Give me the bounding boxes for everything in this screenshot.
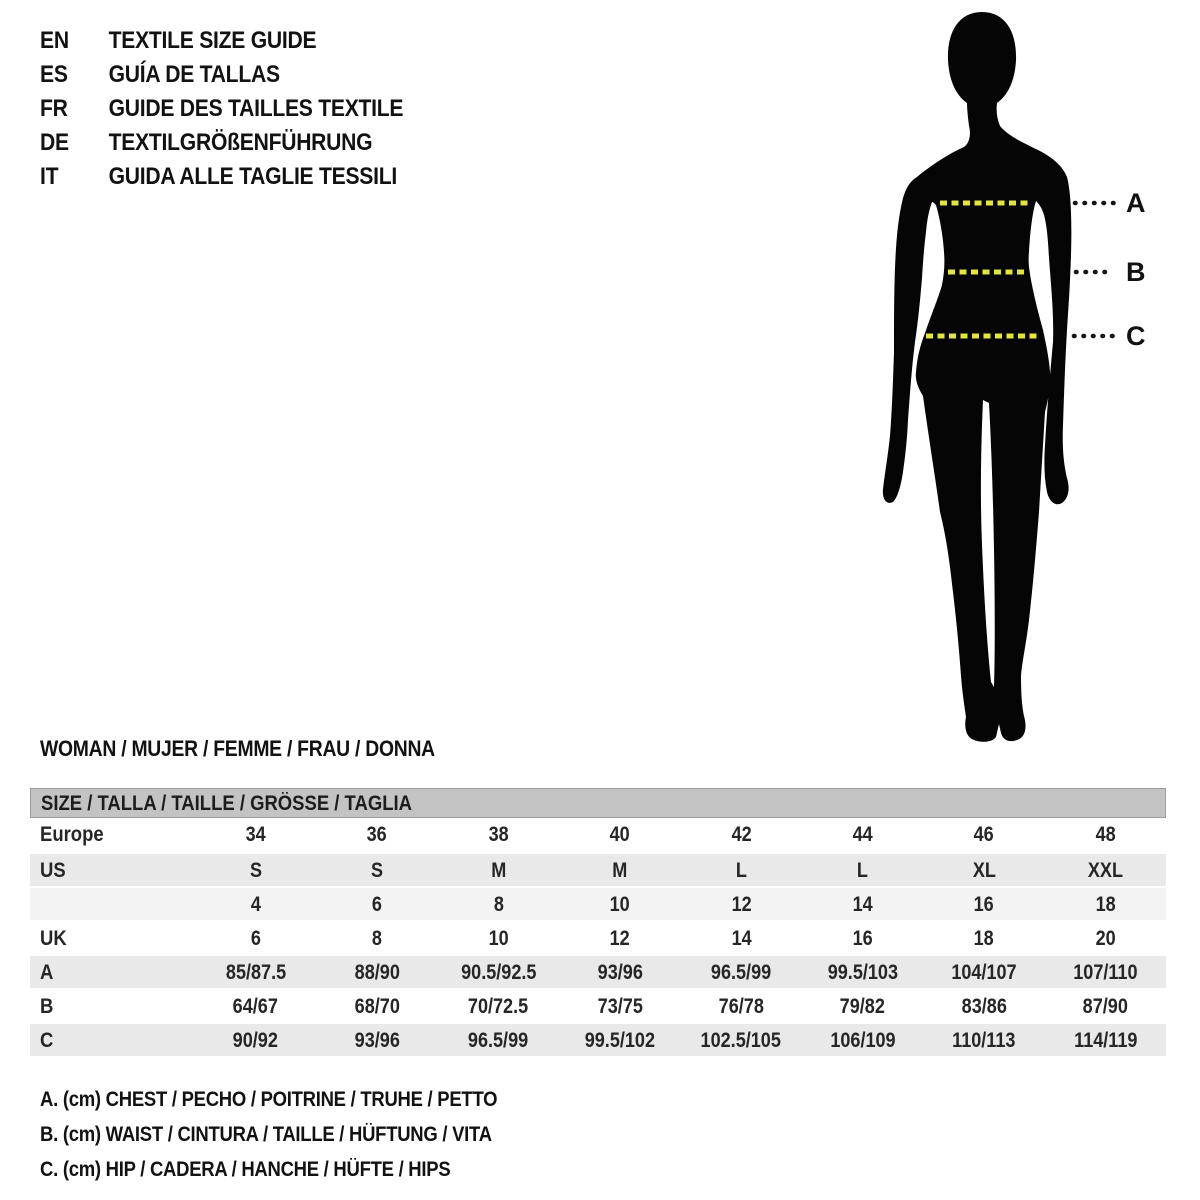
row-label: A [40,961,54,984]
size-table-header: SIZE / TALLA / TAILLE / GRÖSSE / TAGLIA [30,788,1166,818]
language-label: TEXTILGRÖßENFÜHRUNG [108,129,373,156]
size-cell: 46 [973,823,994,846]
table-row-waist [30,988,1166,1022]
legend-line-hip: C. (cm) HIP / CADERA / HANCHE / HÜFTE / HIPS [40,1158,451,1181]
size-cell: 44 [852,823,873,846]
size-cell: 79/82 [839,995,886,1018]
marker-label-c: C [1126,321,1146,351]
language-code: EN [40,27,69,54]
size-cell: 83/86 [961,995,1007,1018]
language-row [40,58,453,92]
size-cell: 12 [609,927,630,950]
size-cell: 93/96 [597,961,643,984]
language-code: ES [40,61,68,88]
measurement-figure [860,0,1200,770]
size-cell: 34 [245,823,266,846]
size-cell: 36 [367,823,388,846]
size-table [30,788,1166,1056]
size-cell: 14 [852,893,873,916]
row-label [30,888,195,920]
size-cell: 6 [250,927,261,950]
size-cell: 12 [731,893,752,916]
size-cell: 8 [372,927,383,950]
size-cell: 102.5/105 [701,1029,782,1052]
size-cell: 87/90 [1082,995,1128,1018]
size-cell: 18 [973,927,994,950]
size-cell: 90/92 [233,1029,279,1052]
size-cell: 6 [372,893,383,916]
language-label: GUIDE DES TAILLES TEXTILE [108,95,404,122]
size-cell: 73/75 [597,995,643,1018]
language-code: FR [40,95,68,122]
table-row-chest [30,954,1166,988]
size-cell: 40 [609,823,630,846]
table-row-us [30,852,1166,886]
size-cell: 64/67 [233,995,279,1018]
language-code: DE [40,129,69,156]
size-cell: 76/78 [718,995,764,1018]
marker-label-b: B [1126,257,1146,287]
size-cell: 16 [973,893,994,916]
row-label: B [40,995,54,1018]
size-cell: 110/113 [952,1029,1016,1052]
size-cell: 107/110 [1073,961,1138,984]
language-row [40,126,453,160]
language-row [40,92,453,126]
table-row-hip [30,1022,1166,1056]
size-cell: XL [972,859,996,882]
size-cell: 38 [488,823,509,846]
language-label: GUÍA DE TALLAS [108,61,280,88]
size-cell: 70/72.5 [468,995,529,1018]
size-cell: 20 [1095,927,1116,950]
row-label: C [40,1029,54,1052]
size-cell: 93/96 [354,1029,400,1052]
language-row [40,160,453,194]
size-cell: 106/109 [829,1029,896,1052]
size-cell: 96.5/99 [468,1029,529,1052]
size-cell: 18 [1095,893,1116,916]
size-cell: M [612,859,628,882]
size-cell: 4 [250,893,261,916]
size-cell: 68/70 [354,995,400,1018]
size-cell: 16 [852,927,873,950]
size-cell: 10 [488,927,509,950]
measurement-legend [40,1082,560,1187]
size-cell: 90.5/92.5 [460,961,537,984]
language-list [40,24,453,194]
language-row [40,24,453,58]
legend-line-waist: B. (cm) WAIST / CINTURA / TAILLE / HÜFTUNG / VITA [40,1123,492,1146]
size-cell: 48 [1095,823,1116,846]
size-cell: M [490,859,506,882]
size-cell: S [249,859,262,882]
size-cell: L [735,859,747,882]
table-row-uk [30,920,1166,954]
marker-label-a: A [1126,188,1146,218]
section-title: WOMAN / MUJER / FEMME / FRAU / DONNA [40,736,435,761]
size-cell: 88/90 [354,961,400,984]
size-cell: 114/119 [1073,1029,1137,1052]
table-row-europe [30,818,1166,852]
table-row-us-numeric [30,886,1166,920]
size-cell: 85/87.5 [225,961,286,984]
row-label: Europe [40,823,104,846]
size-cell: XXL [1087,859,1123,882]
woman-silhouette-figure [860,0,1200,770]
size-cell: 10 [609,893,630,916]
size-cell: L [857,859,869,882]
language-code: IT [40,163,59,190]
language-label: TEXTILE SIZE GUIDE [108,27,317,54]
size-cell: S [371,859,384,882]
woman-silhouette [883,12,1071,742]
size-cell: 99.5/103 [827,961,898,984]
size-cell: 104/107 [951,961,1017,984]
language-label: GUIDA ALLE TAGLIE TESSILI [108,163,397,190]
legend-line-chest: A. (cm) CHEST / PECHO / POITRINE / TRUHE / PETTO [40,1088,498,1111]
row-label: UK [40,927,67,950]
row-label: US [40,859,66,882]
size-cell: 96.5/99 [711,961,772,984]
size-cell: 99.5/102 [584,1029,655,1052]
size-cell: 14 [731,927,752,950]
size-cell: 8 [493,893,504,916]
size-cell: 42 [731,823,752,846]
